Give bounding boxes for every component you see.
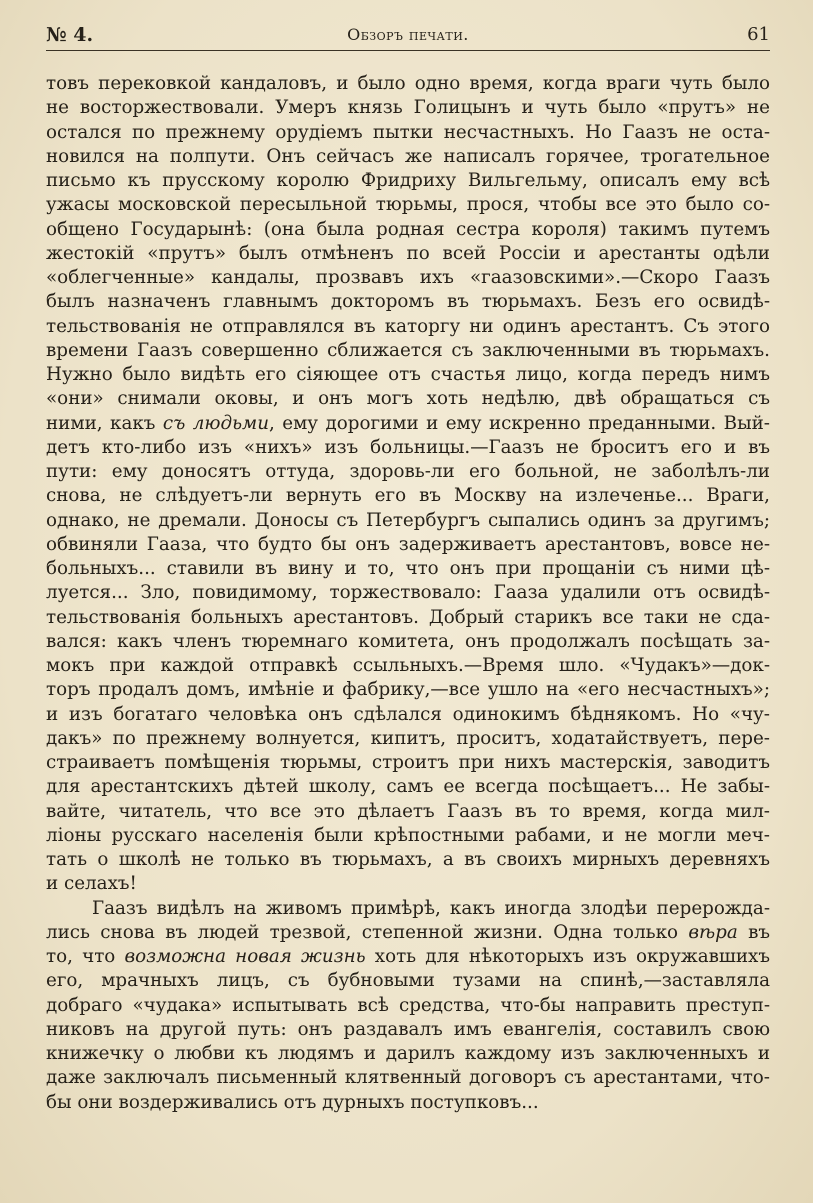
text-line: жестокій «прутъ» былъ отмѣненъ по всей Россіи и арестанты одѣли — [46, 242, 770, 264]
text-line: страиваетъ помѣщенія тюрьмы, строитъ при нихъ мастерскія, заводитъ — [46, 752, 770, 773]
text-line: тельствованія не отправлялся въ каторгу ни одинъ арестантъ. Съ этого — [46, 315, 770, 337]
text-line: книжечку о любви къ людямъ и дарилъ каждому изъ заключенныхъ и — [46, 1043, 770, 1064]
text-line: не восторжествовали. Умеръ князь Голицынъ и чуть было «прутъ» не — [46, 97, 770, 119]
text-line: товъ перековкой кандаловъ, и было одно время, когда враги чуть было — [46, 73, 770, 94]
text-line: никовъ на другой путь: онъ раздавалъ имъ евангелія, составилъ свою — [46, 1018, 770, 1040]
text-segment: , ему дорогими и ему искренно преданными. Вый- — [268, 412, 770, 434]
text-line — [46, 897, 770, 921]
text-line: тать о школѣ не только въ тюрьмахъ, а въ своихъ мирныхъ деревняхъ — [46, 849, 770, 870]
emphasis-text: съ людьми — [162, 412, 269, 434]
text-line: «облегченные» кандалы, прозвавъ ихъ «гаазовскими».—Скоро Гаазъ — [46, 267, 770, 288]
text-segment: хоть для нѣкоторыхъ изъ окружавшихъ — [365, 946, 771, 967]
text-line: времени Гаазъ совершенно сближается съ заключенными въ тюрьмахъ. — [46, 339, 770, 361]
text-line: торъ продалъ домъ, имѣніе и фабрику,—все ушло на «его несчастныхъ»; — [46, 679, 770, 701]
text-line: остался по прежнему орудіемъ пытки несчастныхъ. Но Гаазъ не оста- — [46, 121, 770, 143]
text-line: и изъ богатаго человѣка онъ сдѣлался одинокимъ бѣднякомъ. Но «чу- — [46, 703, 770, 725]
text-line: больныхъ... ставили въ вину и то, что онъ при прощаніи съ ними цѣ- — [46, 558, 770, 579]
text-line: обвиняли Гааза, что будто бы онъ задерживаетъ арестантовъ, вовсе не- — [46, 533, 770, 555]
text-line: тельствованія больныхъ арестантовъ. Добрый старикъ все таки не сда- — [46, 606, 770, 628]
text-segment: въ — [737, 921, 771, 943]
text-line — [46, 412, 770, 436]
emphasis-text: возможна новая жизнь — [124, 946, 366, 967]
text-line: его, мрачныхъ лицъ, съ бубновыми тузами на спинѣ,—заставляла — [46, 970, 770, 992]
text-line: ужасы московской пересыльной тюрьмы, прося, чтобы все это было со- — [46, 194, 770, 216]
text-line: вался: какъ членъ тюремнаго комитета, онъ продолжалъ посѣщать за- — [46, 630, 770, 652]
emphasis-text: вѣра — [688, 921, 738, 943]
text-segment: ними, какъ — [46, 412, 163, 434]
text-line: Нужно было видѣть его сіяющее отъ счастья лицо, когда передъ нимъ — [46, 364, 770, 385]
text-line — [46, 921, 770, 945]
text-segment: то, что — [46, 946, 125, 967]
text-line: луется... Зло, повидимому, торжествовало: Гааза удалили отъ освидѣ- — [46, 582, 770, 604]
running-header — [46, 22, 770, 51]
text-line: даже заключалъ письменный клятвенный договоръ съ арестантами, что- — [46, 1067, 770, 1089]
text-line: письмо къ прусскому королю Фридриху Вильгельму, описалъ ему всѣ — [46, 170, 770, 191]
text-line: пути: ему доносятъ оттуда, здоровь-ли его больной, не заболѣлъ-ли — [46, 461, 770, 482]
text-line: однако, не дремали. Доносы съ Петербургъ сыпались одинъ за другимъ; — [46, 509, 770, 531]
text-line: бы они воздерживались отъ дурныхъ поступковъ... — [46, 1091, 539, 1113]
text-segment: Гаазъ видѣлъ на живомъ примѣрѣ, какъ иногда злодѣи перерожда- — [92, 897, 770, 919]
text-line: и селахъ! — [46, 873, 137, 895]
text-line: былъ назначенъ главнымъ докторомъ въ тюрьмахъ. Безъ его освидѣ- — [46, 291, 770, 313]
text-segment: лись снова въ людей трезвой, степенной жизни. Одна только — [46, 921, 689, 943]
text-line: снова, не слѣдуетъ-ли вернуть его въ Москву на излеченье... Враги, — [46, 485, 770, 507]
text-line — [46, 945, 770, 969]
page-number: 61 — [747, 24, 770, 45]
text-line: дакъ» по прежнему волнуется, кипитъ, проситъ, ходатайствуетъ, пере- — [46, 727, 770, 749]
text-line: вайте, читатель, что все это дѣлаетъ Гаазъ въ то время, когда мил- — [46, 800, 770, 822]
text-line: для арестантскихъ дѣтей школу, самъ ее всегда посѣщаетъ... Не забы- — [46, 776, 770, 798]
text-line: добраго «чудака» испытывать всѣ средства, что-бы направить преступ- — [46, 994, 770, 1016]
running-title: Обзоръ печати. — [347, 25, 469, 44]
text-line: мокъ при каждой отправкѣ ссыльныхъ.—Время шло. «Чудакъ»—док- — [46, 655, 770, 676]
body-text — [46, 72, 770, 1115]
text-line: новился на полпути. Онъ сейчасъ же написалъ горячее, трогательное — [46, 145, 770, 167]
text-line: ліоны русскаго населенія были крѣпостными рабами, и не могли меч- — [46, 824, 770, 846]
text-line: общено Государынѣ: (она была родная сестра короля) такимъ путемъ — [46, 218, 770, 240]
text-line: «они» снимали оковы, и онъ могъ хоть недѣлю, двѣ обращаться съ — [46, 388, 770, 410]
issue-number: № 4. — [46, 24, 94, 46]
text-line: детъ кто-либо изъ «нихъ» изъ больницы.—Гаазъ не броситъ его и въ — [46, 436, 770, 458]
